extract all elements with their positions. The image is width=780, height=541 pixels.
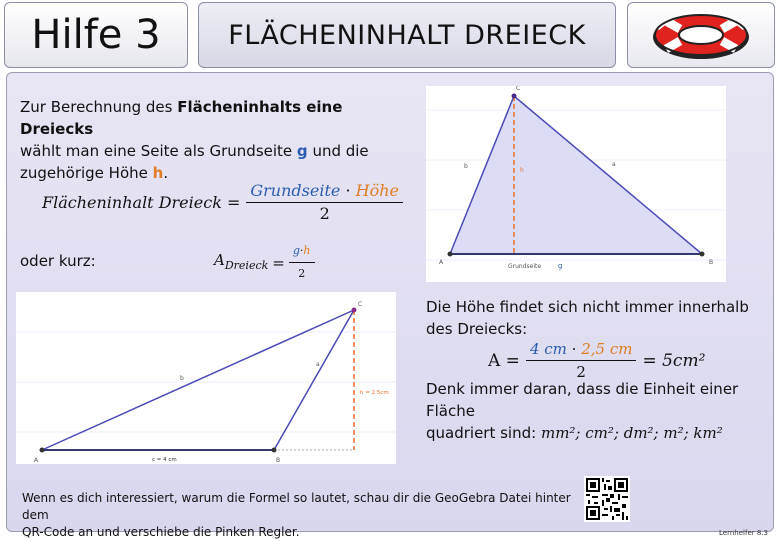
svg-text:B: B: [276, 457, 281, 464]
svg-text:c = 4 cm: c = 4 cm: [152, 457, 177, 463]
area-formula-long: [42, 180, 403, 225]
svg-text:C: C: [358, 301, 363, 308]
geogebra-caption: Wenn es dich interessiert, warum die Formel so lautet, schau dir die GeoGebra Datei hinter dem QR-Code an und verschiebe die Pinken Regler.: [22, 491, 571, 539]
svg-text:A: A: [34, 457, 39, 464]
triangle-figure-bottom: [16, 292, 396, 464]
help-badge: [4, 2, 188, 68]
short-label: oder kurz:: [20, 252, 96, 270]
help-label: Hilfe 3: [31, 12, 161, 58]
svg-text:Grundseite: Grundseite: [508, 263, 542, 270]
triangle-figure-top: [426, 86, 726, 282]
footer-label: Lernhelfer 8.3: [719, 529, 768, 537]
svg-text:a: a: [316, 361, 320, 368]
height-note: Die Höhe findet sich nicht immer innerhalb des Dreiecks:: [426, 298, 749, 338]
logo-box: [627, 2, 775, 68]
svg-text:h: h: [520, 167, 524, 174]
intro-text: Zur Berechnung des Flächeninhalts eine Dreiecks wählt man eine Seite als Grundseite g und die zugehörige Höhe h.: [20, 98, 369, 182]
svg-text:h = 2.5cm: h = 2.5cm: [360, 390, 389, 396]
unit-note: Denk immer daran, dass die Einheit einer Fläche quadriert sind: mm²; cm²; dm²; m²; km²: [426, 380, 739, 442]
lifebuoy-icon: [646, 7, 756, 63]
svg-text:C: C: [516, 86, 521, 92]
svg-text:B: B: [709, 259, 714, 266]
formula-fraction: $\frac{\text{Grundseite · Höhe}}{2}$: [246, 180, 403, 225]
example-calculation: A = $\frac{4 cm \cdot 2,5 cm}{2}$ = 5cm²: [488, 340, 706, 381]
area-formula-short: $A_{Dreieck}$ = $\frac{g\cdot h}{2}$: [214, 240, 315, 285]
qr-code-icon[interactable]: [584, 476, 630, 522]
svg-text:b: b: [180, 375, 184, 382]
page-title: FLÄCHENINHALT DREIECK: [228, 19, 586, 51]
title-box: [198, 2, 616, 68]
svg-text:A: A: [439, 259, 444, 266]
svg-text:g: g: [558, 262, 563, 270]
svg-text:a: a: [612, 161, 616, 168]
formula-lhs: Flächeninhalt Dreieck =: [42, 192, 241, 212]
svg-text:b: b: [464, 163, 468, 170]
